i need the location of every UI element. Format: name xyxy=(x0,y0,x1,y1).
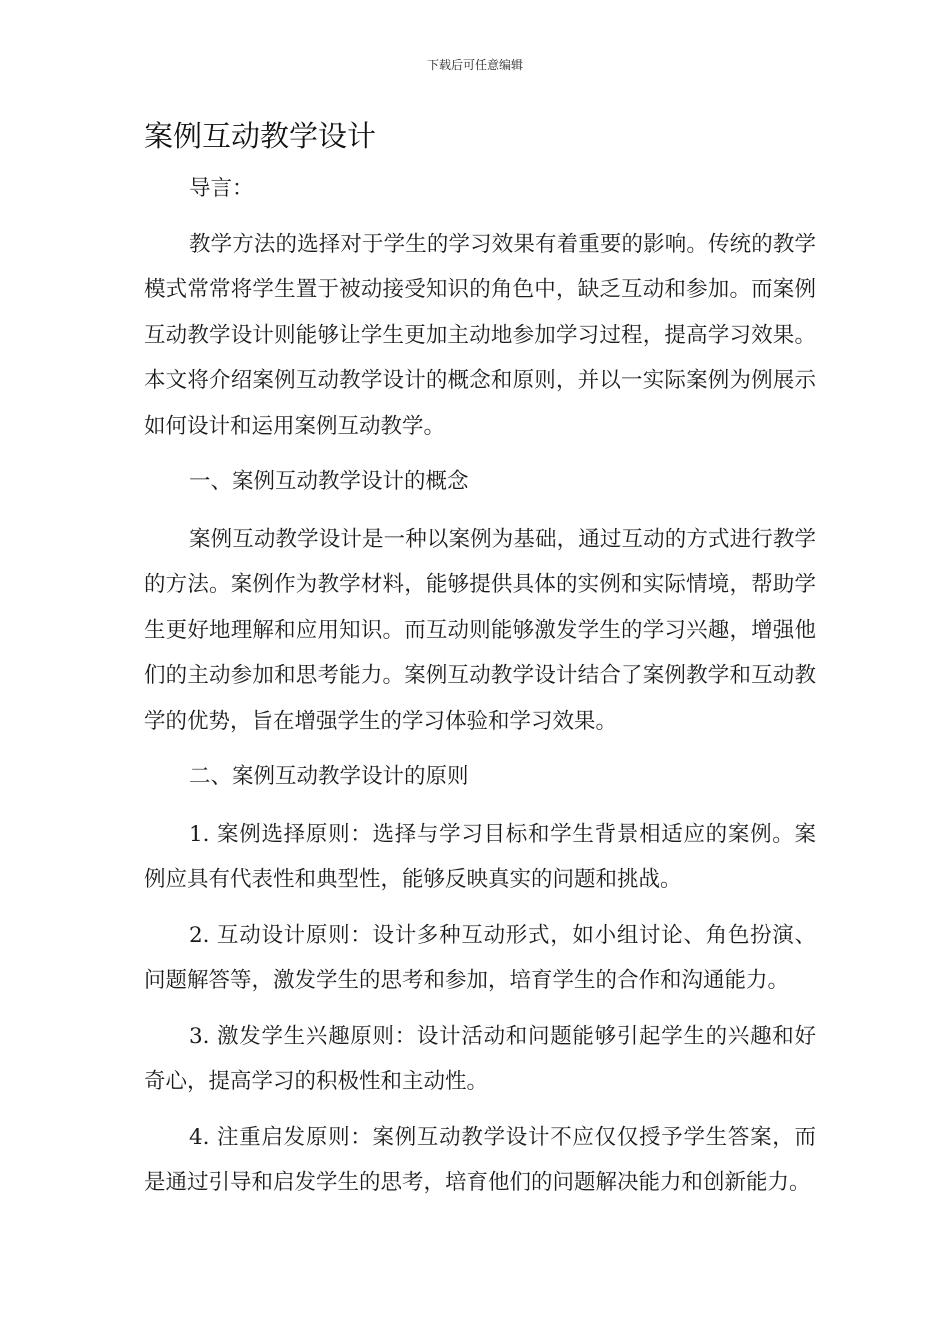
document-title: 案例互动教学设计 xyxy=(144,119,377,153)
header-note: 下载后可任意编辑 xyxy=(426,58,523,72)
intro-label: 导言： xyxy=(189,176,254,201)
section-heading-concept: 一、案例互动教学设计的概念 xyxy=(189,469,469,494)
principle-item-4: 4. 注重启发原则：案例互动教学设计不应仅仅授予学生答案，而是通过引导和启发学生的思考，培育他们的问题解决能力和创新能力。 xyxy=(144,1124,816,1195)
document-body xyxy=(144,166,816,1216)
intro-paragraph: 教学方法的选择对于学生的学习效果有着重要的影响。传统的教学模式常常将学生置于被动接受知识的角色中，缺乏互动和参加。而案例互动教学设计则能够让学生更加主动地参加学习过程，提高学习效果。本文将介绍案例互动教学设计的概念和原则，并以一实际案例为例展示如何设计和运用案例互动教学。 xyxy=(144,231,816,439)
concept-paragraph: 案例互动教学设计是一种以案例为基础，通过互动的方式进行教学的方法。案例作为教学材料，能够提供具体的实例和实际情境，帮助学生更好地理解和应用知识。而互动则能够激发学生的学习兴趣，增强他们的主动参加和思考能力。案例互动教学设计结合了案例教学和互动教学的优势，旨在增强学生的学习体验和学习效果。 xyxy=(144,526,816,734)
principle-item-3: 3. 激发学生兴趣原则：设计活动和问题能够引起学生的兴趣和好奇心，提高学习的积极性和主动性。 xyxy=(144,1023,816,1094)
principle-item-2: 2. 互动设计原则：设计多种互动形式，如小组讨论、角色扮演、问题解答等，激发学生的思考和参加，培育学生的合作和沟通能力。 xyxy=(144,922,816,993)
principle-item-1: 1. 案例选择原则：选择与学习目标和学生背景相适应的案例。案例应具有代表性和典型性，能够反映真实的问题和挑战。 xyxy=(144,821,816,892)
section-heading-principles: 二、案例互动教学设计的原则 xyxy=(189,764,469,789)
